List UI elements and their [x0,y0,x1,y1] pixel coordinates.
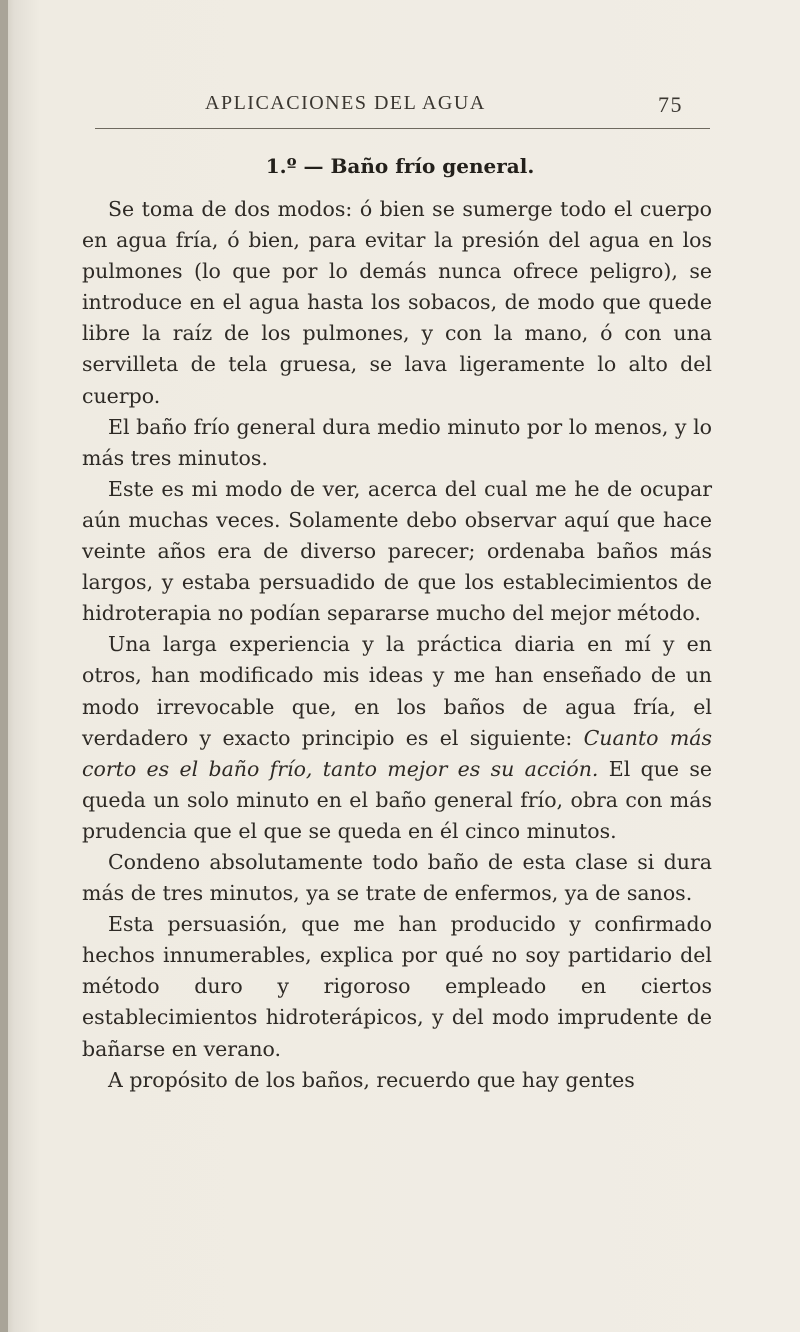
body-text [82,194,712,1096]
paragraph-1: Se toma de dos modos: ó bien se sumerge todo el cuerpo en agua fría, ó bien, para evitar la presión del agua en los pulmones (lo que por lo demás nunca ofrece peligro), se introduce en el agua hasta los sobacos, de modo que quede libre la raíz de los pulmones, y con la mano, ó con una servilleta de tela gruesa, se lava ligeramente lo alto del cuerpo. [82,197,712,408]
paragraph-7: A propósito de los baños, recuerdo que hay gentes [108,1067,635,1092]
paragraph-6: Esta persuasión, que me han producido y confirmado hechos innumerables, explica por qué no soy partidario del método duro y rigoroso empleado en ciertos establecimientos hidroterápicos, y del modo imprudente de bañarse en verano. [82,912,712,1061]
paragraph-4-italic-principle: Cuanto más corto es el baño frío, tanto mejor es su acción. [82,725,713,781]
paragraph-4-text-before: Una larga experiencia y la práctica diaria en mí y en otros, han modificado mis ideas y me han enseñado de un modo irrevocable que, en los baños de agua fría, el verdadero y exacto principio es el siguiente: [82,632,712,750]
header-rule [95,128,710,129]
paragraph-2: El baño frío general dura medio minuto por lo menos, y lo más tres minutos. [82,414,712,470]
running-head [205,92,705,116]
section-heading: 1.º — Baño frío general. [265,154,535,178]
page-number: 75 [658,92,683,117]
running-title: APLICACIONES DEL AGUA [205,92,486,114]
paragraph-4-text-after: El que se queda un solo minuto en el baño general frío, obra con más prudencia que el que se queda en él cinco minutos. [82,756,712,843]
paragraph-5: Condeno absolutamente todo baño de esta clase si dura más de tres minutos, ya se trate de enfermos, ya de sanos. [82,849,712,906]
paragraph-3: Este es mi modo de ver, acerca del cual me he de ocupar aún muchas veces. Solamente debo observar aquí que hace veinte años era de diverso parecer; ordenaba baños más largos, y estaba persuadido de que los establecimientos de hidroterapia no podían separarse mucho del mejor método. [82,476,712,626]
paragraph-4 [82,629,712,847]
page-spine-shadow [0,0,8,1332]
